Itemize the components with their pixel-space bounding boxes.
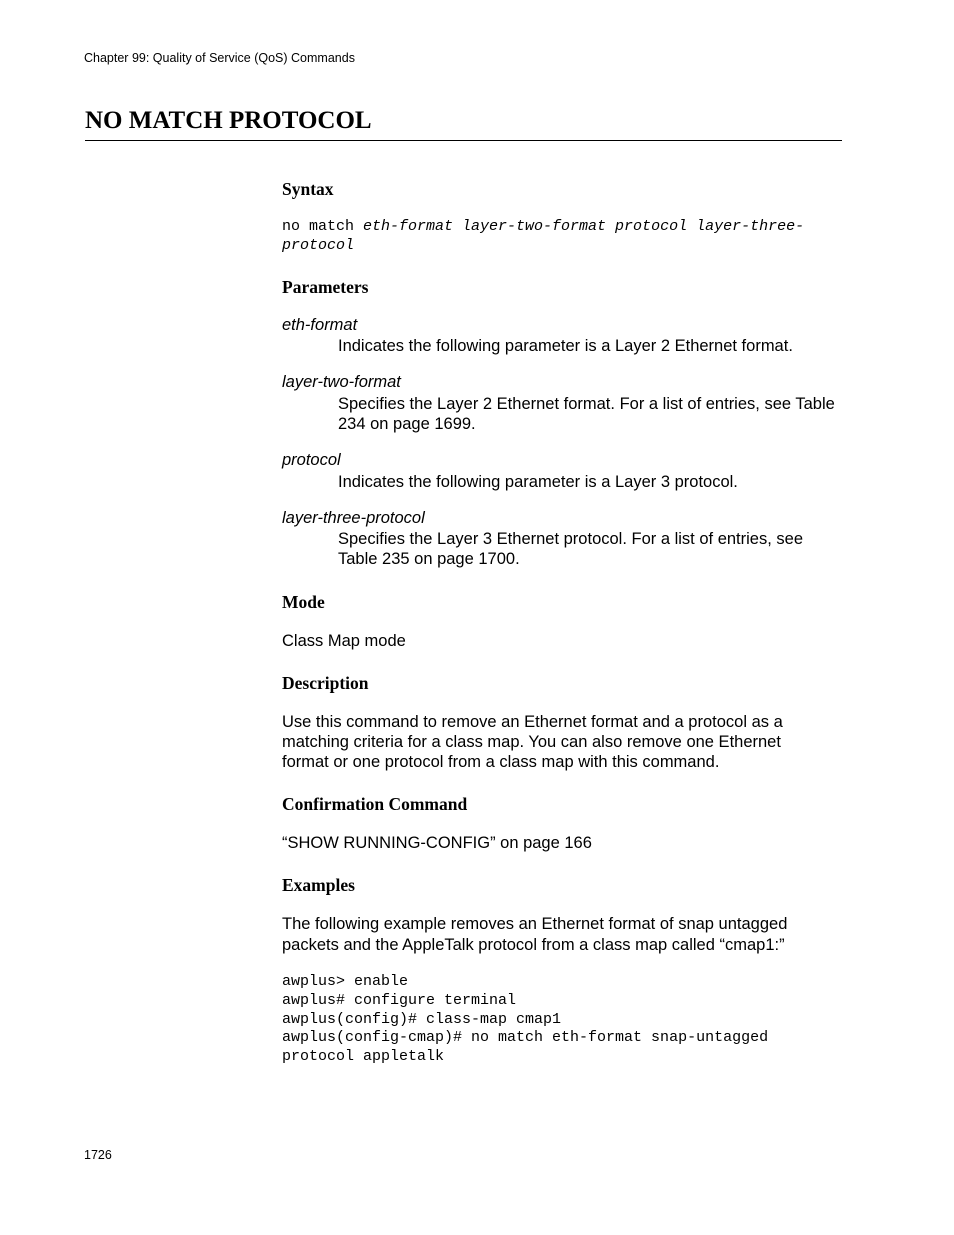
syntax-heading: Syntax (282, 179, 334, 199)
param-term-layer-three-protocol: layer-three-protocol (282, 509, 425, 527)
param-def-layer-three-protocol: Specifies the Layer 3 Ethernet protocol. For a list of entries, see Table 235 on page 1700. (338, 530, 803, 568)
code-line-3: awplus(config)# class-map cmap1 (282, 1011, 562, 1028)
syntax-command: no match (282, 218, 364, 235)
syntax-line-2 (282, 236, 354, 255)
mode-text: Class Map mode (282, 632, 406, 650)
parameters-heading: Parameters (282, 277, 369, 297)
param-def-layer-two-format: Specifies the Layer 2 Ethernet format. For a list of entries, see Table 234 on page 1699. (338, 395, 835, 433)
param-def-protocol: Indicates the following parameter is a Layer 3 protocol. (338, 473, 738, 491)
syntax-args-2: protocol (282, 237, 355, 254)
param-term-eth-format: eth-format (282, 316, 358, 334)
description-heading: Description (282, 673, 369, 693)
param-term-layer-two-format: layer-two-format (282, 373, 401, 391)
syntax-line-1 (282, 217, 804, 236)
code-line-4: awplus(config-cmap)# no match eth-format snap-untagged (282, 1029, 769, 1046)
param-term-protocol: protocol (282, 451, 341, 469)
page-title: NO MATCH PROTOCOL (85, 107, 372, 134)
mode-heading: Mode (282, 592, 325, 612)
description-text: Use this command to remove an Ethernet format and a protocol as a matching criteria for a class map. You can also remove one Ethernet format or one protocol from a class map with this command. (282, 713, 783, 771)
code-line-2: awplus# configure terminal (282, 992, 517, 1009)
code-line-1: awplus> enable (282, 973, 409, 990)
confirmation-heading: Confirmation Command (282, 794, 468, 814)
running-header: Chapter 99: Quality of Service (QoS) Commands (84, 51, 355, 65)
confirmation-link[interactable]: “SHOW RUNNING-CONFIG” on page 166 (282, 834, 592, 852)
page-number: 1726 (84, 1148, 112, 1162)
param-def-eth-format: Indicates the following parameter is a Layer 2 Ethernet format. (338, 337, 793, 355)
code-line-5: protocol appletalk (282, 1048, 445, 1065)
title-rule (85, 140, 842, 141)
examples-heading: Examples (282, 875, 355, 895)
syntax-args-1: eth-format layer-two-format protocol layer-three- (363, 218, 805, 235)
examples-text: The following example removes an Ethernet format of snap untagged packets and the AppleTalk protocol from a class map called “cmap1:” (282, 915, 788, 954)
